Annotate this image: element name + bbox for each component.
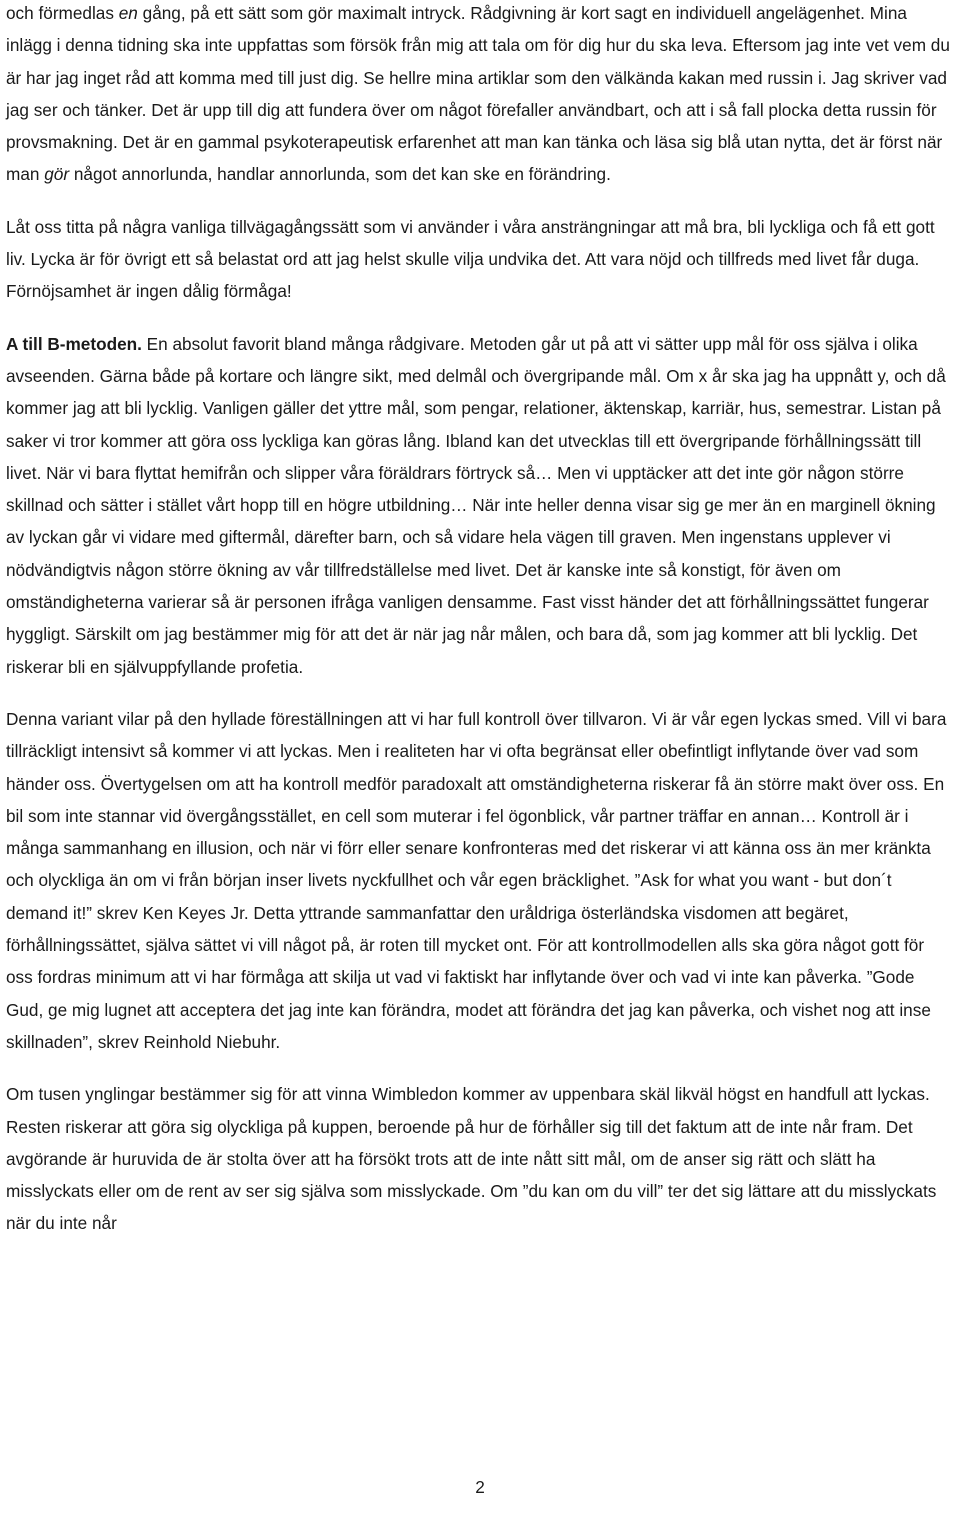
paragraph-wimbledon: Om tusen ynglingar bestämmer sig för att vinna Wimbledon kommer av uppenbara skäl likväl högst en handfull att lyckas. Resten riskerar att göra sig olyckliga på kuppen, beroende på hur de förhåller sig till det faktum att de inte når fram. Det avgörande är huruvida de är stolta över att ha försökt trots att de inte nått sitt mål, om de anser sig rätt och slätt ha misslyckats eller om de rent av ser sig själva som misslyckade. Om ”du kan om du vill” ter det sig lättare att du misslyckats när du inte når [6,1084,937,1234]
page-number: 2 [475,1477,485,1497]
paragraph-intro-text: och förmedlas [6,3,119,23]
paragraph-kontroll: Denna variant vilar på den hyllade föreställningen att vi har full kontroll över tillvaron. Vi är vår egen lyckas smed. Vill vi bara tillräckligt intensivt så kommer vi att lyckas. Men i realiteten har vi ofta begränsat eller obefintligt inflytande över vad som händer oss. Övertygelsen om att ha kontroll medför paradoxalt att omständigheterna riskerar få än större makt över oss. En bil som inte stannar vid övergångsstället, en cell som muterar i fel ögonblick, vår partner träffar en annan… Kontroll är i många sammanhang en illusion, och när vi förr eller senare konfronteras med det riskerar vi att känna oss än mer kränkta och olyckliga än om vi från början inser livets nyckfullhet och vår egen bräcklighet. ”Ask for what you want - but don´t demand it!” skrev Ken Keyes Jr. Detta yttrande sammanfattar den uråldriga österländska visdomen att begäret, förhållningssättet, själva sättet vi vill något på, är roten till mycket ont. För att kontrollmodellen alls ska göra något gott för oss fordras minimum att vi har förmåga att skilja ut vad vi faktiskt har inflytande över och vad vi inte kan påverka. ”Gode Gud, ge mig lugnet att acceptera det jag inte kan förändra, modet att förändra det jag kan påverka, och vishet nog att inse skillnaden”, skrev Reinhold Niebuhr. [6,708,947,1052]
paragraph-intro-text-cont: gång, på ett sätt som gör maximalt intryck. Rådgivning är kort sagt en individuell angelägenhet. Mina inlägg i denna tidning ska inte uppfattas som försök från mig att tala om för dig hur du ska leva. Eftersom jag inte vet vem du är har jag inget råd att komma med till just dig. Se hellre mina artiklar som den välkända kakan med russin i. Jag skriver vad jag ser och tänker. Det är upp till dig att fundera över om något förefaller användbart, och att i så fall plocka detta russin för provsmakning. Det är en gammal psykoterapeutisk erfarenhet att man kan tänka och läsa sig blå utan nytta, det är först när man [6,3,950,185]
paragraph-intro-text-end: något annorlunda, handlar annorlunda, som det kan ske en förändring. [69,164,611,185]
paragraph-a-till-b-text: En absolut favorit bland många rådgivare. Metoden går ut på att vi sätter upp mål för oss själva i olika avseenden. Gärna både på kortare och längre sikt, med delmål och övergripande mål. Om x år ska jag ha uppnått y, och då kommer jag att bli lycklig. Vanligen gäller det yttre mål, som pengar, relationer, äktenskap, karriär, hus, semestrar. Listan på saker vi tror kommer att göra oss lyckliga kan göras lång. Ibland kan det utvecklas till ett övergripande förhållningssätt till livet. När vi bara flyttat hemifrån och slipper våra föräldrars förtryck så… Men vi upptäcker att det inte gör någon större skillnad och sätter i stället vårt hopp till en högre utbildning… När inte heller denna visar sig ge mer än en marginell ökning av lyckan går vi vidare med giftermål, därefter barn, och så vidare hela vägen till graven. Men ingenstans upplever vi nödvändigtvis någon större ökning av vår tillfredställelse med livet. Det är kanske inte så konstigt, för även om omständigheterna varierar så är personen ifråga vanligen densamme. Fast visst händer det att förhållningssättet fungerar hyggligt. Särskilt om jag bestämmer mig för att det är när jag når målen, och bara då, som jag kommer att bli lycklig. Det riskerar bli en självuppfyllande profetia. [6,333,946,677]
section-heading-a-till-b: A till B-metoden. [6,333,142,354]
paragraph-approaches: Låt oss titta på några vanliga tillvägagångssätt som vi använder i våra ansträngningar att må bra, bli lyckliga och få ett gott liv. Lycka är för övrigt ett så belastat ord att jag helst skulle vilja undvika det. Att vara nöjd och tillfreds med livet får duga. Förnöjsamhet är ingen dålig förmåga! [6,216,935,302]
emphasis-gor: gör [44,164,70,185]
emphasis-en: en [118,3,138,23]
paragraph-a-till-b [6,328,954,683]
paragraph-intro [6,0,954,191]
